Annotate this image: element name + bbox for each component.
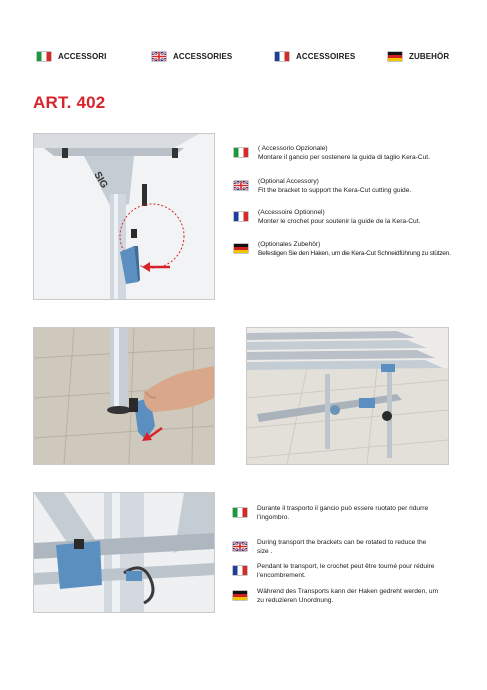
desc-french-1	[234, 208, 420, 226]
desc-line: l’ingombro.	[257, 514, 290, 521]
desc-german-2	[233, 587, 438, 605]
lang-tab-german	[388, 52, 449, 61]
desc-line: Montare il gancio per sostenere la guida di taglio Kera-Cut.	[258, 154, 430, 161]
germany-flag-icon	[388, 52, 402, 61]
svg-text:SIG: SIG	[91, 170, 110, 191]
photo-bracket-on-leg	[33, 133, 215, 300]
photo-hand-rotating-bracket	[33, 327, 215, 465]
photo-table-cutting-guide	[246, 327, 449, 465]
desc-english-1	[234, 177, 411, 195]
uk-flag-icon	[234, 181, 248, 190]
france-flag-icon	[234, 212, 248, 221]
desc-german-1	[234, 240, 451, 258]
desc-english-2	[233, 538, 426, 556]
desc-line: (Optionales Zubehör)	[258, 241, 321, 248]
desc-line: Durante il trasporto il gancio può essere ruotato per ridurre	[257, 505, 429, 512]
desc-line: Befestigen Sie den Haken, um die Kera-Cut Schneidführung zu stützen.	[258, 250, 451, 257]
desc-line: Monter le crochet pour soutenir la guide de la Kera-Cut.	[258, 218, 421, 225]
photo-rotated-bracket	[33, 492, 215, 613]
uk-flag-icon	[152, 52, 166, 61]
desc-line: Pendant le transport, le crochet peut être tourné pour réduire	[257, 563, 435, 570]
desc-italian-2	[233, 504, 428, 522]
lang-label-french: ACCESSOIRES	[296, 52, 356, 61]
desc-line: ( Accessorio Opzionale)	[258, 145, 328, 152]
lang-label-italian: ACCESSORI	[58, 52, 107, 61]
france-flag-icon	[275, 52, 289, 61]
italy-flag-icon	[233, 508, 247, 517]
germany-flag-icon	[234, 244, 248, 253]
france-flag-icon	[233, 566, 247, 575]
lang-label-german: ZUBEHÖR	[409, 52, 450, 61]
lang-tab-french	[275, 52, 355, 61]
desc-line: zu reduzieren Unordnung.	[257, 597, 334, 604]
lang-label-english: ACCESSORIES	[173, 52, 233, 61]
lang-tab-english	[152, 52, 232, 61]
italy-flag-icon	[37, 52, 51, 61]
article-title: ART. 402	[33, 93, 106, 112]
desc-line: l’encombrement.	[257, 572, 306, 579]
desc-line: size .	[257, 548, 273, 555]
italy-flag-icon	[234, 148, 248, 157]
desc-line: During transport the brackets can be rotated to reduce the	[257, 539, 427, 546]
lang-tab-italian	[37, 52, 106, 61]
desc-french-2	[233, 562, 434, 580]
desc-line: Fit the bracket to support the Kera-Cut cutting guide.	[258, 187, 412, 194]
desc-italian-1	[234, 144, 430, 162]
uk-flag-icon	[233, 542, 247, 551]
desc-line: (Optional Accessory)	[258, 178, 319, 185]
desc-line: Während des Transports kann der Haken gedreht werden, um	[257, 588, 439, 595]
germany-flag-icon	[233, 591, 247, 600]
desc-line: (Accessoire Optionnel)	[258, 209, 325, 216]
